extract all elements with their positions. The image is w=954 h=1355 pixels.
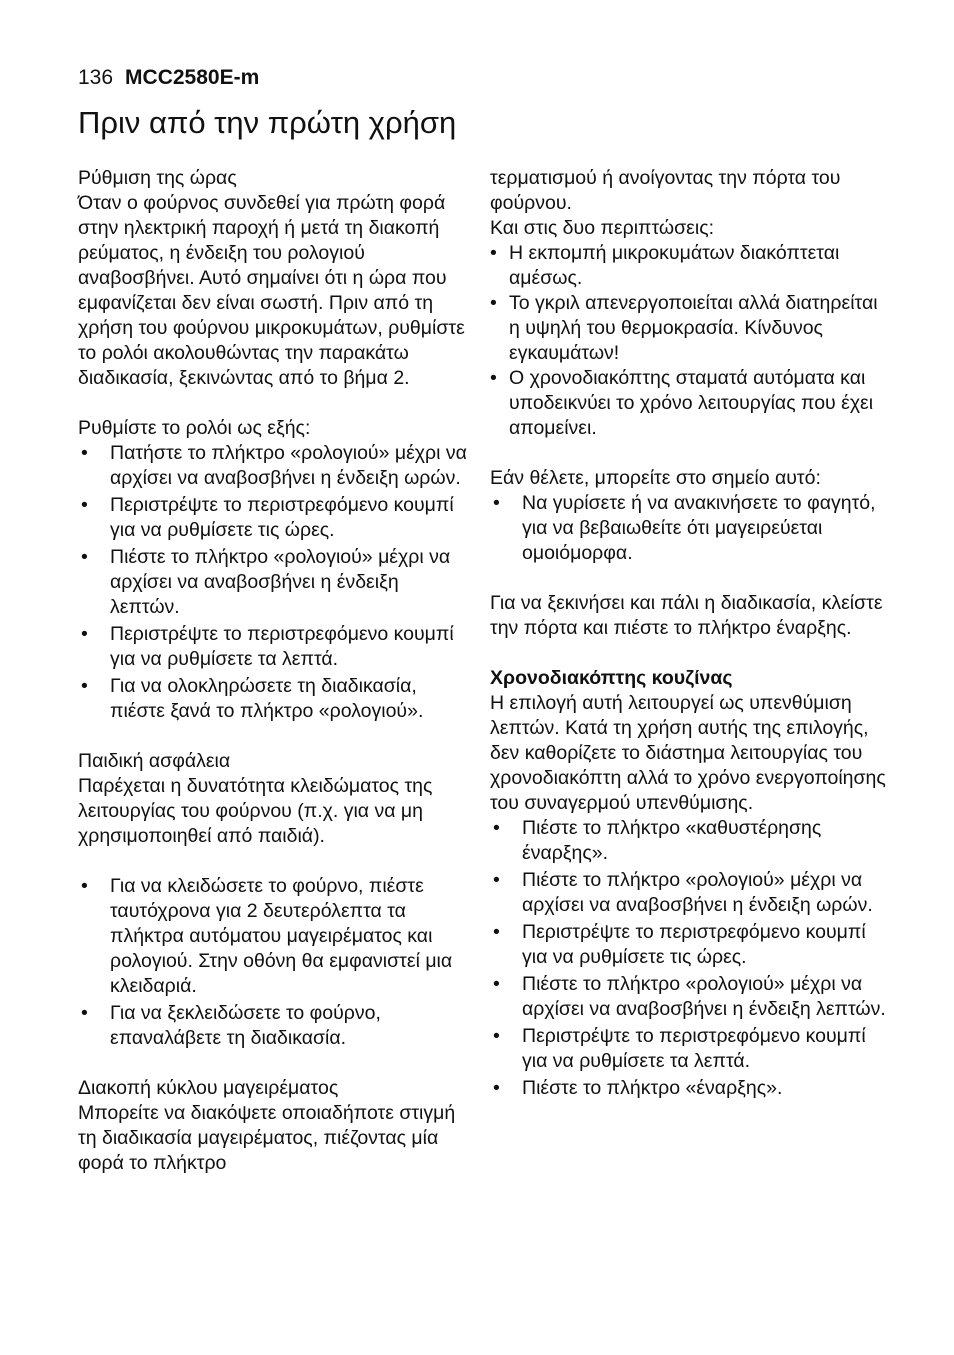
set-clock-steps	[78, 441, 468, 724]
bullet-icon: •	[493, 817, 500, 839]
list-item: • Πατήστε το πλήκτρο «ρολογιού» μέχρι να αρχίσει να αναβοσβήνει η ένδειξη ωρών.	[81, 442, 467, 489]
list-item: • Πιέστε το πλήκτρο «καθυστέρησης έναρξης».	[493, 817, 822, 864]
list-item: • Περιστρέψτε το περιστρεφόμενο κουμπί για να ρυθμίσετε τις ώρες.	[81, 494, 454, 541]
list-item: • Ο χρονοδιακόπτης σταματά αυτόματα και υποδεικνύει το χρόνο λειτουργίας που έχει απομείνει.	[490, 367, 874, 439]
left-column	[78, 166, 468, 1201]
options-section	[490, 466, 890, 566]
child-lock-heading: Παιδική ασφάλεια	[78, 750, 231, 772]
bullet-icon: •	[493, 869, 500, 891]
bullet-icon: •	[490, 292, 497, 314]
interrupt-heading: Διακοπή κύκλου μαγειρέματος	[78, 1077, 339, 1099]
restart-text: Για να ξεκινήσει και πάλι η διαδικασία, κλείστε την πόρτα και πιέστε το πλήκτρο έναρξης.	[490, 592, 883, 639]
page-title: Πριν από την πρώτη χρήση	[78, 105, 457, 140]
set-clock-section	[78, 416, 468, 724]
model-name: MCC2580E-m	[125, 66, 260, 89]
options-intro: Εάν θέλετε, μπορείτε στο σημείο αυτό:	[490, 467, 821, 489]
cases-list	[490, 241, 890, 441]
clock-text: Όταν ο φούρνος συνδεθεί για πρώτη φορά στην ηλεκτρική παροχή ή μετά τη διακοπή ρεύματος, η ένδειξη του ρολογιού αναβοσβήνει. Αυτό σημαίνει ότι η ώρα που εμφανίζεται δεν είναι σωστή. Πριν από τη χρήση του φούρνου μικροκυμάτων, ρυθμίστε το ρολόι ακολουθώντας την παρακάτω διαδικασία, ξεκινώντας από το βήμα 2.	[78, 192, 465, 389]
bullet-icon: •	[81, 494, 88, 516]
bullet-icon: •	[81, 442, 88, 464]
bullet-icon: •	[81, 623, 88, 645]
kitchen-timer-steps	[490, 816, 890, 1101]
interrupt-continued-text: τερματισμού ή ανοίγοντας την πόρτα του φούρνου.	[490, 167, 841, 214]
list-item: • Για να κλειδώσετε το φούρνο, πιέστε ταυτόχρονα για 2 δευτερόλεπτα τα πλήκτρα αυτόματου μαγειρέματος και ρολογιού. Στην οθόνη θα εμφανιστεί μια κλειδαριά.	[81, 875, 453, 997]
options-list	[490, 491, 890, 566]
set-clock-intro: Ρυθμίστε το ρολόι ως εξής:	[78, 417, 311, 439]
list-item: • Περιστρέψτε το περιστρεφόμενο κουμπί για να ρυθμίσετε τα λεπτά.	[493, 1025, 866, 1072]
kitchen-timer-section	[490, 666, 890, 1101]
list-item: • Για να ξεκλειδώσετε το φούρνο, επαναλάβετε τη διαδικασία.	[81, 1002, 381, 1049]
clock-heading: Ρύθμιση της ώρας	[78, 167, 237, 189]
right-column	[490, 166, 890, 1126]
list-item: • Πιέστε το πλήκτρο «ρολογιού» μέχρι να αρχίσει να αναβοσβήνει η ένδειξη λεπτών.	[493, 973, 886, 1020]
page-number: 136	[78, 66, 114, 89]
list-item: • Πιέστε το πλήκτρο «έναρξης».	[493, 1077, 783, 1099]
list-item: • Πιέστε το πλήκτρο «ρολογιού» μέχρι να αρχίσει να αναβοσβήνει η ένδειξη ωρών.	[493, 869, 873, 916]
child-lock-section	[78, 749, 468, 1051]
kitchen-timer-heading: Χρονοδιακόπτης κουζίνας	[490, 667, 733, 689]
bullet-icon: •	[490, 242, 497, 264]
bullet-icon: •	[81, 1002, 88, 1024]
interrupt-section	[78, 1076, 468, 1176]
bullet-icon: •	[493, 1077, 500, 1099]
list-item: • Περιστρέψτε το περιστρεφόμενο κουμπί για να ρυθμίσετε τις ώρες.	[493, 921, 866, 968]
page-header	[78, 64, 259, 92]
list-item: • Το γκριλ απενεργοποιείται αλλά διατηρείται η υψηλή του θερμοκρασία. Κίνδυνος εγκαυμάτων!	[490, 292, 878, 364]
interrupt-continued	[490, 166, 890, 441]
child-lock-steps	[78, 874, 468, 1051]
bullet-icon: •	[493, 921, 500, 943]
kitchen-timer-text: Η επιλογή αυτή λειτουργεί ως υπενθύμιση λεπτών. Κατά τη χρήση αυτής της επιλογής, δεν καθορίζετε το διάστημα λειτουργίας του χρονοδιακόπτη αλλά το χρόνο ενεργοποίησης του συναγερμού υπενθύμισης.	[490, 692, 886, 814]
bullet-icon: •	[81, 546, 88, 568]
list-item: • Για να ολοκληρώσετε τη διαδικασία, πιέστε ξανά το πλήκτρο «ρολογιού».	[81, 675, 424, 722]
clock-section	[78, 166, 468, 391]
restart-section	[490, 591, 890, 641]
bullet-icon: •	[493, 973, 500, 995]
both-cases-label: Και στις δυο περιπτώσεις:	[490, 217, 715, 239]
list-item: • Περιστρέψτε το περιστρεφόμενο κουμπί για να ρυθμίσετε τα λεπτά.	[81, 623, 454, 670]
list-item: • Να γυρίσετε ή να ανακινήσετε το φαγητό, για να βεβαιωθείτε ότι μαγειρεύεται ομοιόμορφα.	[493, 492, 876, 564]
list-item: • Η εκπομπή μικροκυμάτων διακόπτεται αμέσως.	[490, 242, 840, 289]
bullet-icon: •	[493, 492, 500, 514]
bullet-icon: •	[81, 875, 88, 897]
bullet-icon: •	[493, 1025, 500, 1047]
bullet-icon: •	[490, 367, 497, 389]
list-item: • Πιέστε το πλήκτρο «ρολογιού» μέχρι να αρχίσει να αναβοσβήνει η ένδειξη λεπτών.	[81, 546, 451, 618]
child-lock-text: Παρέχεται η δυνατότητα κλειδώματος της λειτουργίας του φούρνου (π.χ. για να μη χρησιμοποιηθεί από παιδιά).	[78, 775, 433, 847]
bullet-icon: •	[81, 675, 88, 697]
interrupt-text: Μπορείτε να διακόψετε οποιαδήποτε στιγμή τη διαδικασία μαγειρέματος, πιέζοντας μία φορά το πλήκτρο	[78, 1102, 456, 1174]
